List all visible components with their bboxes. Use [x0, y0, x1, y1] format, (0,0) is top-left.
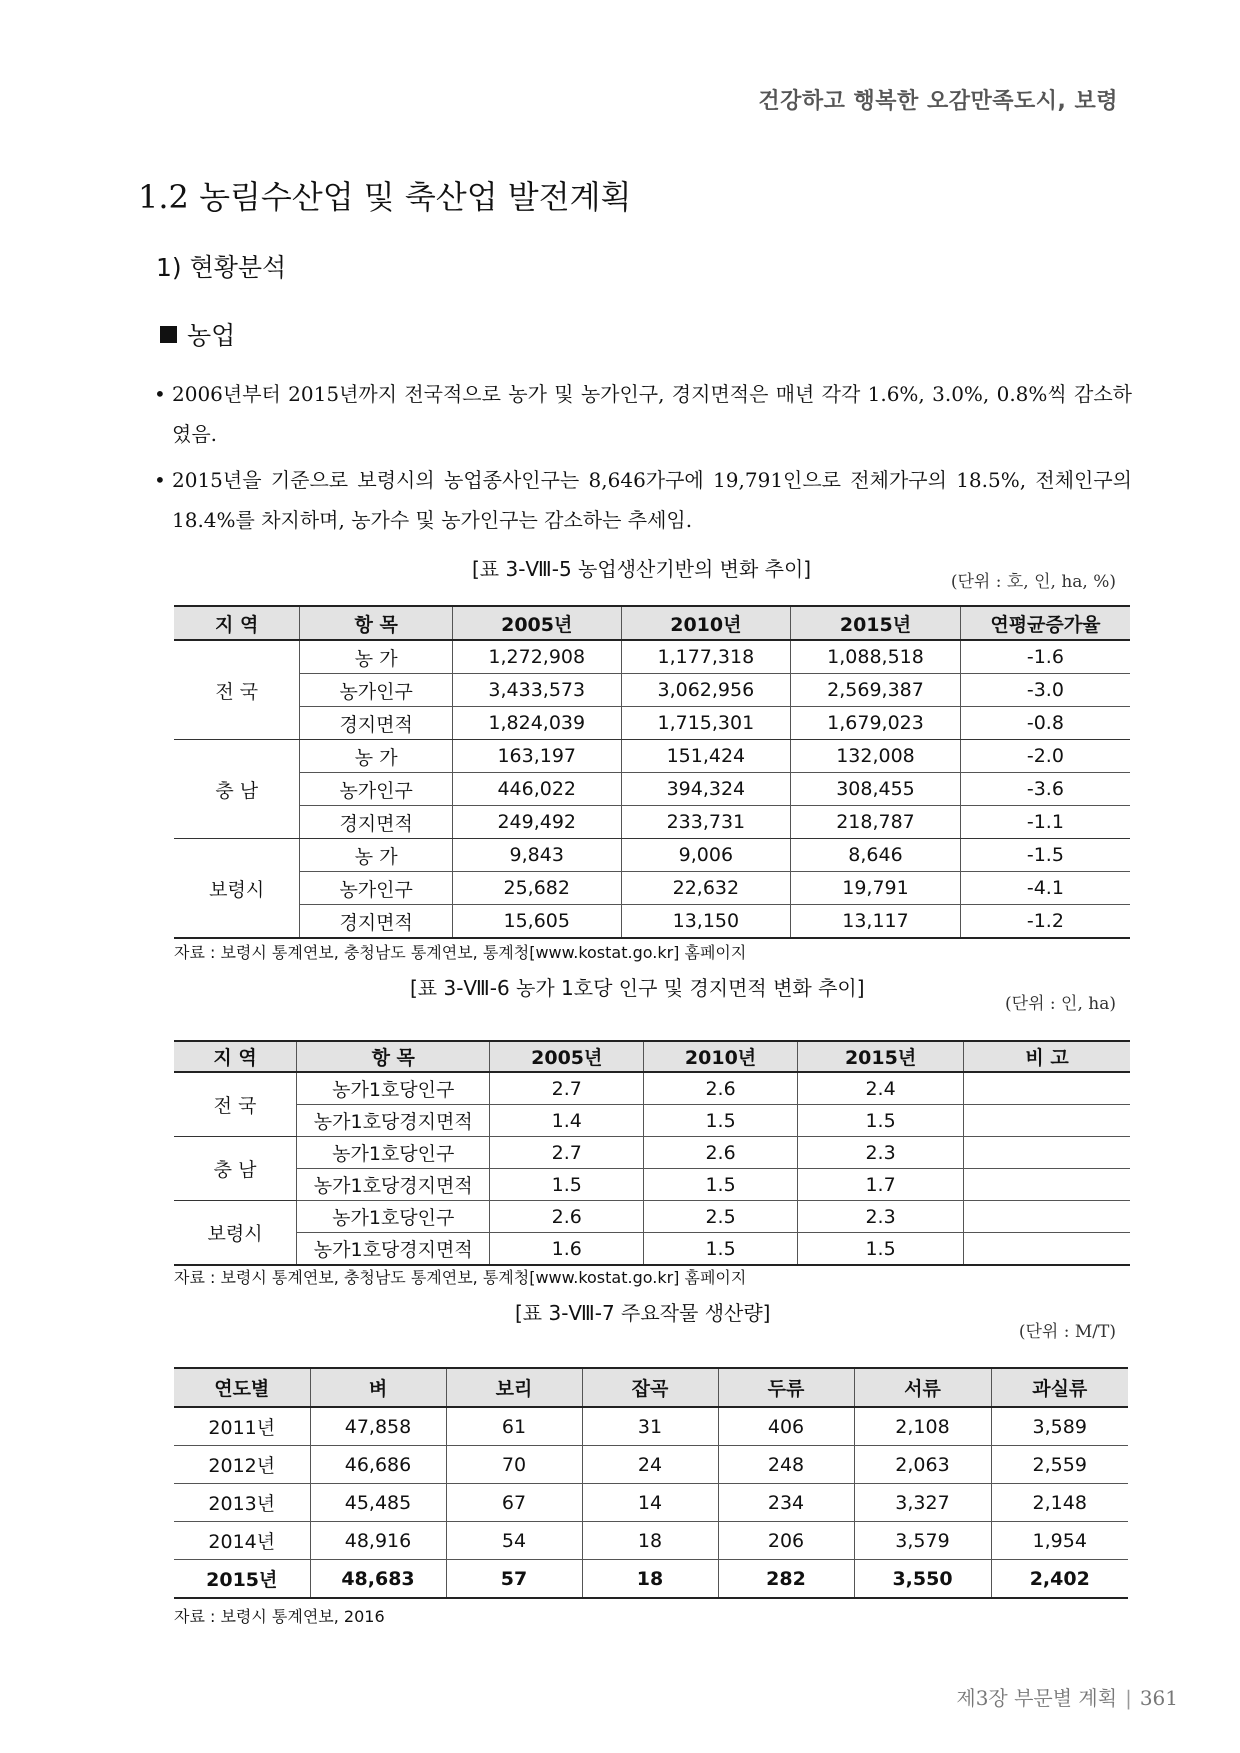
- table-row: [174, 1201, 1130, 1233]
- value-cell: 45,485: [310, 1484, 446, 1522]
- bullet-icon: •: [154, 382, 166, 406]
- item-cell: 경지면적: [300, 806, 453, 839]
- year-cell: 2012년: [174, 1446, 310, 1484]
- table1: [174, 605, 1130, 939]
- value-cell: 234: [718, 1484, 854, 1522]
- table-row: [174, 839, 1130, 872]
- region-cell: 충 남: [174, 1137, 297, 1201]
- footer-separator: |: [1125, 1686, 1132, 1710]
- value-cell: 14: [582, 1484, 718, 1522]
- item-cell: 농 가: [300, 740, 453, 773]
- table-row: [174, 1446, 1128, 1484]
- table-row: [174, 1072, 1130, 1105]
- item-cell: 농가1호당경지면적: [297, 1105, 490, 1137]
- table3-header: 벼: [310, 1368, 446, 1407]
- item-cell: 농가인구: [300, 773, 453, 806]
- value-cell: 282: [718, 1560, 854, 1599]
- table-row: [174, 1522, 1128, 1560]
- bullet-paragraph-2: [154, 460, 1132, 540]
- table-row: [174, 1407, 1128, 1446]
- table-row: [174, 740, 1130, 773]
- table3-caption: [표 3-Ⅷ-7 주요작물 생산량]: [515, 1301, 771, 1325]
- value-cell: 1,715,301: [621, 707, 791, 740]
- footer-chapter: 제3장 부문별 계획: [956, 1686, 1118, 1710]
- table-row: [174, 707, 1130, 740]
- value-cell: 2.5: [644, 1201, 798, 1233]
- item-cell: 농가인구: [300, 872, 453, 905]
- remark-cell: [964, 1105, 1130, 1137]
- table-row: [174, 872, 1130, 905]
- table3: [174, 1367, 1128, 1599]
- item-cell: 농가1호당인구: [297, 1201, 490, 1233]
- value-cell: 2.4: [797, 1072, 963, 1105]
- table3-header: 두류: [718, 1368, 854, 1407]
- value-cell: 1.4: [490, 1105, 644, 1137]
- table3-unit: (단위 : M/T): [1018, 1322, 1116, 1342]
- table3-source: 자료 : 보령시 통계연보, 2016: [174, 1607, 385, 1626]
- value-cell: 13,150: [621, 905, 791, 939]
- value-cell: 2.3: [797, 1201, 963, 1233]
- value-cell: -1.5: [960, 839, 1130, 872]
- value-cell: 1.5: [644, 1169, 798, 1201]
- value-cell: 2,569,387: [791, 674, 961, 707]
- table1-unit: (단위 : 호, 인, ha, %): [950, 572, 1116, 592]
- value-cell: 18: [582, 1522, 718, 1560]
- table-row: [174, 806, 1130, 839]
- year-cell: 2015년: [174, 1560, 310, 1599]
- running-header: 건강하고 행복한 오감만족도시, 보령: [758, 89, 1118, 114]
- table3-header: 잡곡: [582, 1368, 718, 1407]
- value-cell: 132,008: [791, 740, 961, 773]
- table2-header: 2010년: [644, 1041, 798, 1072]
- value-cell: 18: [582, 1560, 718, 1599]
- value-cell: 9,006: [621, 839, 791, 872]
- value-cell: 218,787: [791, 806, 961, 839]
- value-cell: 2.7: [490, 1072, 644, 1105]
- value-cell: 54: [446, 1522, 582, 1560]
- table-row: [174, 1560, 1128, 1599]
- value-cell: 1,824,039: [452, 707, 621, 740]
- value-cell: 2,063: [854, 1446, 991, 1484]
- table3-header: 과실류: [991, 1368, 1128, 1407]
- item-cell: 농가인구: [300, 674, 453, 707]
- value-cell: 2.3: [797, 1137, 963, 1169]
- remark-cell: [964, 1233, 1130, 1266]
- value-cell: 3,433,573: [452, 674, 621, 707]
- region-cell: 보령시: [174, 1201, 297, 1266]
- value-cell: 13,117: [791, 905, 961, 939]
- table-row: [174, 1169, 1130, 1201]
- value-cell: 446,022: [452, 773, 621, 806]
- value-cell: 48,683: [310, 1560, 446, 1599]
- value-cell: 9,843: [452, 839, 621, 872]
- value-cell: 2,148: [991, 1484, 1128, 1522]
- table2-header-row: [174, 1041, 1130, 1072]
- value-cell: 3,327: [854, 1484, 991, 1522]
- value-cell: 8,646: [791, 839, 961, 872]
- table2-header: 2005년: [490, 1041, 644, 1072]
- table2-header: 지 역: [174, 1041, 297, 1072]
- value-cell: 31: [582, 1407, 718, 1446]
- value-cell: 67: [446, 1484, 582, 1522]
- table2-header: 비 고: [964, 1041, 1130, 1072]
- value-cell: 2,402: [991, 1560, 1128, 1599]
- value-cell: 24: [582, 1446, 718, 1484]
- item-cell: 경지면적: [300, 707, 453, 740]
- value-cell: 163,197: [452, 740, 621, 773]
- value-cell: 394,324: [621, 773, 791, 806]
- table1-header: 2005년: [452, 606, 621, 640]
- value-cell: 151,424: [621, 740, 791, 773]
- table1-header: 2010년: [621, 606, 791, 640]
- value-cell: -2.0: [960, 740, 1130, 773]
- value-cell: -4.1: [960, 872, 1130, 905]
- value-cell: 2.6: [644, 1072, 798, 1105]
- item-cell: 경지면적: [300, 905, 453, 939]
- table2-caption: [표 3-Ⅷ-6 농가 1호당 인구 및 경지면적 변화 추이]: [410, 976, 865, 1000]
- value-cell: -0.8: [960, 707, 1130, 740]
- value-cell: 3,579: [854, 1522, 991, 1560]
- value-cell: 22,632: [621, 872, 791, 905]
- value-cell: 406: [718, 1407, 854, 1446]
- value-cell: -3.0: [960, 674, 1130, 707]
- table1-header-row: [174, 606, 1130, 640]
- value-cell: 233,731: [621, 806, 791, 839]
- bullet-icon: •: [154, 468, 166, 492]
- value-cell: 2,559: [991, 1446, 1128, 1484]
- table2-unit: (단위 : 인, ha): [1005, 994, 1116, 1014]
- value-cell: 1.6: [490, 1233, 644, 1266]
- region-cell: 보령시: [174, 839, 300, 939]
- value-cell: 1.5: [797, 1233, 963, 1266]
- value-cell: 15,605: [452, 905, 621, 939]
- page-footer: [956, 1682, 1178, 1711]
- table3-header-row: [174, 1368, 1128, 1407]
- page-number: 361: [1139, 1686, 1178, 1710]
- table2-source: 자료 : 보령시 통계연보, 충청남도 통계연보, 통계청[www.kostat.go.kr] 홈페이지: [174, 1268, 747, 1287]
- value-cell: 48,916: [310, 1522, 446, 1560]
- value-cell: 308,455: [791, 773, 961, 806]
- value-cell: 249,492: [452, 806, 621, 839]
- value-cell: 1,272,908: [452, 640, 621, 674]
- value-cell: 1,954: [991, 1522, 1128, 1560]
- value-cell: 1.5: [644, 1233, 798, 1266]
- table-row: [174, 773, 1130, 806]
- value-cell: 25,682: [452, 872, 621, 905]
- table-row: [174, 1105, 1130, 1137]
- table2: [174, 1040, 1130, 1266]
- value-cell: 1,679,023: [791, 707, 961, 740]
- value-cell: 70: [446, 1446, 582, 1484]
- value-cell: 206: [718, 1522, 854, 1560]
- table-row: [174, 1484, 1128, 1522]
- value-cell: 2,108: [854, 1407, 991, 1446]
- value-cell: -1.1: [960, 806, 1130, 839]
- bullet-text: 2006년부터 2015년까지 전국적으로 농가 및 농가인구, 경지면적은 매년 각각 1.6%, 3.0%, 0.8%씩 감소하였음.: [172, 382, 1132, 446]
- value-cell: 1.5: [490, 1169, 644, 1201]
- table-row: [174, 1233, 1130, 1266]
- value-cell: 248: [718, 1446, 854, 1484]
- value-cell: 19,791: [791, 872, 961, 905]
- value-cell: -1.2: [960, 905, 1130, 939]
- region-cell: 충 남: [174, 740, 300, 839]
- table1-header: 항 목: [300, 606, 453, 640]
- remark-cell: [964, 1169, 1130, 1201]
- bullet-text: 2015년을 기준으로 보령시의 농업종사인구는 8,646가구에 19,791인으로 전체가구의 18.5%, 전체인구의 18.4%를 차지하며, 농가수 및 농가인구는 감소하는 추세임.: [172, 468, 1132, 532]
- item-cell: 농가1호당인구: [297, 1137, 490, 1169]
- table1-caption: [표 3-Ⅷ-5 농업생산기반의 변화 추이]: [472, 557, 812, 581]
- value-cell: 2.7: [490, 1137, 644, 1169]
- table3-header: 보리: [446, 1368, 582, 1407]
- table3-header: 연도별: [174, 1368, 310, 1407]
- item-cell: 농가1호당인구: [297, 1072, 490, 1105]
- value-cell: 1.7: [797, 1169, 963, 1201]
- table3-header: 서류: [854, 1368, 991, 1407]
- value-cell: -1.6: [960, 640, 1130, 674]
- value-cell: 1,088,518: [791, 640, 961, 674]
- year-cell: 2014년: [174, 1522, 310, 1560]
- table1-source: 자료 : 보령시 통계연보, 충청남도 통계연보, 통계청[www.kostat.go.kr] 홈페이지: [174, 943, 747, 962]
- item-cell: 농가1호당경지면적: [297, 1233, 490, 1266]
- value-cell: -3.6: [960, 773, 1130, 806]
- value-cell: 1,177,318: [621, 640, 791, 674]
- table1-header: 지 역: [174, 606, 300, 640]
- value-cell: 2.6: [490, 1201, 644, 1233]
- table1-header: 2015년: [791, 606, 961, 640]
- value-cell: 3,589: [991, 1407, 1128, 1446]
- remark-cell: [964, 1072, 1130, 1105]
- table1-header: 연평균증가율: [960, 606, 1130, 640]
- year-cell: 2011년: [174, 1407, 310, 1446]
- value-cell: 46,686: [310, 1446, 446, 1484]
- region-cell: 전 국: [174, 1072, 297, 1137]
- topic-title: [160, 316, 235, 352]
- subsection-title: 1) 현황분석: [156, 253, 287, 282]
- value-cell: 47,858: [310, 1407, 446, 1446]
- item-cell: 농 가: [300, 839, 453, 872]
- table-row: [174, 640, 1130, 674]
- section-title: 1.2 농림수산업 및 축산업 발전계획: [138, 178, 632, 216]
- value-cell: 2.6: [644, 1137, 798, 1169]
- value-cell: 3,062,956: [621, 674, 791, 707]
- region-cell: 전 국: [174, 640, 300, 740]
- value-cell: 1.5: [644, 1105, 798, 1137]
- value-cell: 61: [446, 1407, 582, 1446]
- value-cell: 57: [446, 1560, 582, 1599]
- table-row: [174, 1137, 1130, 1169]
- bullet-paragraph-1: [154, 374, 1132, 454]
- year-cell: 2013년: [174, 1484, 310, 1522]
- remark-cell: [964, 1201, 1130, 1233]
- item-cell: 농 가: [300, 640, 453, 674]
- table2-header: 항 목: [297, 1041, 490, 1072]
- remark-cell: [964, 1137, 1130, 1169]
- table2-header: 2015년: [797, 1041, 963, 1072]
- table-row: [174, 905, 1130, 939]
- value-cell: 1.5: [797, 1105, 963, 1137]
- topic-title-text: 농업: [187, 321, 236, 350]
- square-bullet-icon: [160, 326, 177, 343]
- value-cell: 3,550: [854, 1560, 991, 1599]
- item-cell: 농가1호당경지면적: [297, 1169, 490, 1201]
- table-row: [174, 674, 1130, 707]
